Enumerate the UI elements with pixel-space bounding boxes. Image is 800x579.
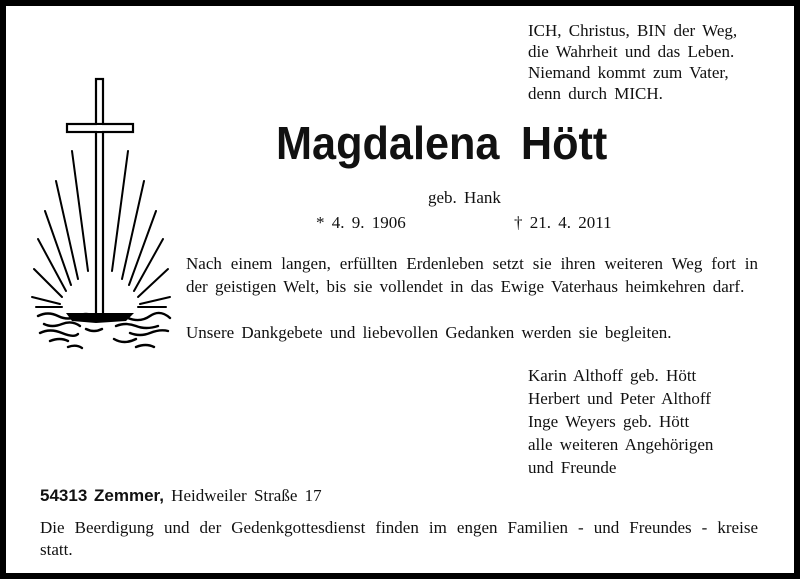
address: [40, 486, 322, 506]
quote-line: denn durch MICH.: [528, 84, 663, 103]
deceased-name: Magdalena Hött: [276, 117, 608, 169]
memorial-paragraph: Nach einem langen, erfüllten Erdenleben setzt sie ihren weiteren Weg fort in der geistigen Welt, bis sie vollendet in das Ewige Vaterhaus heimkehren darf.: [186, 254, 758, 296]
mourner-line: und Freunde: [528, 458, 617, 477]
address-street: Heidweiler Straße 17: [171, 486, 322, 505]
mourner-line: Herbert und Peter Althoff: [528, 389, 711, 408]
mourners-list: [528, 364, 713, 479]
prayer-paragraph: Unsere Dankgebete und liebevollen Gedanken werden sie begleiten.: [186, 323, 672, 342]
quote-line: ICH, Christus, BIN der Weg,: [528, 21, 738, 40]
birth-name: geb. Hank: [428, 188, 501, 207]
death-date: † 21. 4. 2011: [514, 213, 612, 232]
mourner-line: alle weiteren Angehörigen: [528, 435, 714, 454]
birth-date: * 4. 9. 1906: [316, 213, 406, 232]
quote-line: die Wahrheit und das Leben.: [528, 42, 735, 61]
cross-with-rays-icon: [26, 71, 176, 361]
quote-line: Niemand kommt zum Vater,: [528, 63, 729, 82]
mourner-line: Inge Weyers geb. Hött: [528, 412, 690, 431]
address-town: 54313 Zemmer,: [40, 486, 164, 505]
funeral-info: Die Beerdigung und der Gedenkgottesdienst finden im engen Familien - und Freundes - kreise statt.: [40, 518, 758, 559]
mourner-line: Karin Althoff geb. Hött: [528, 366, 697, 385]
bible-quote: [528, 20, 737, 104]
